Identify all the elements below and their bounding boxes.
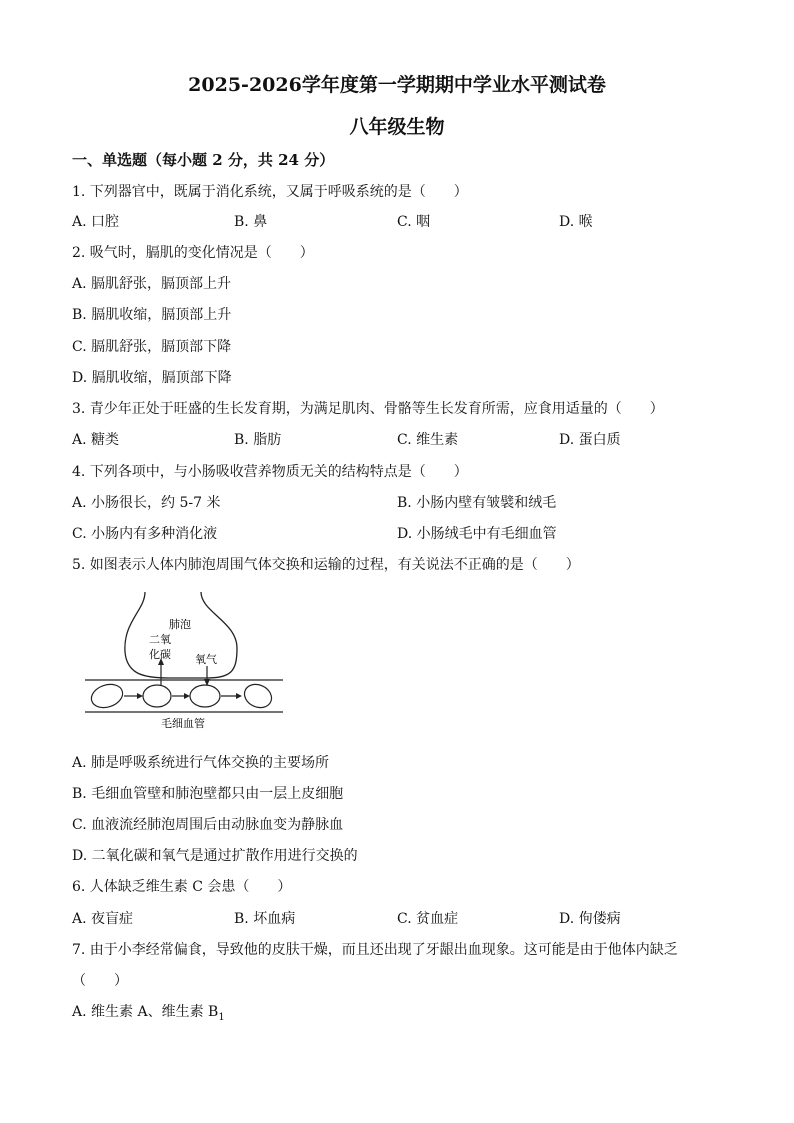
alveolus-gas-exchange-diagram <box>85 590 295 735</box>
q4-option-b: B. 小肠内壁有皱襞和绒毛 <box>397 495 557 511</box>
q3-option-d: D. 蛋白质 <box>559 432 621 448</box>
co2-label-line1: 二氧 <box>149 633 171 646</box>
q5-option-b: B. 毛细血管壁和肺泡壁都只由一层上皮细胞 <box>72 786 344 802</box>
q2-option-a: A. 膈肌舒张，膈顶部上升 <box>72 276 232 292</box>
q7-option-a-text: A. 维生素 A、维生素 B <box>72 1004 219 1020</box>
q3-option-b: B. 脂肪 <box>234 432 282 448</box>
question-5-stem: 5. 如图表示人体内肺泡周围气体交换和运输的过程，有关说法不正确的是（ ） <box>72 557 580 573</box>
capillary-label: 毛细血管 <box>161 717 205 730</box>
q4-option-a: A. 小肠很长，约 5-7 米 <box>72 495 221 511</box>
q6-option-c: C. 贫血症 <box>397 911 459 927</box>
q7-option-a <box>72 1002 225 1028</box>
q4-option-c: C. 小肠内有多种消化液 <box>72 526 218 542</box>
q1-option-a: A. 口腔 <box>72 214 120 230</box>
question-4-stem: 4. 下列各项中，与小肠吸收营养物质无关的结构特点是（ ） <box>72 464 468 480</box>
q6-option-b: B. 坏血病 <box>234 911 296 927</box>
q1-option-d: D. 喉 <box>559 214 593 230</box>
question-6-stem: 6. 人体缺乏维生素 C 会患（ ） <box>72 879 292 895</box>
o2-label: 氧气 <box>195 653 217 666</box>
blood-cell-2 <box>143 685 171 707</box>
q2-option-c: C. 膈肌舒张，膈顶部下降 <box>72 339 232 355</box>
blood-cell-3 <box>190 685 220 707</box>
alveolus-outline <box>125 592 237 678</box>
question-7-stem-continued: （ ） <box>72 973 128 989</box>
question-3-stem: 3. 青少年正处于旺盛的生长发育期，为满足肌肉、骨骼等生长发育所需，应食用适量的（ ） <box>72 401 664 417</box>
q5-option-a: A. 肺是呼吸系统进行气体交换的主要场所 <box>72 755 330 771</box>
alveolus-label: 肺泡 <box>169 618 191 631</box>
q6-option-a: A. 夜盲症 <box>72 911 134 927</box>
question-7-stem: 7. 由于小李经常偏食，导致他的皮肤干燥，而且还出现了牙龈出血现象。这可能是由于他体内缺乏 <box>72 942 678 958</box>
exam-title: 2025-2026学年度第一学期期中学业水平测试卷 <box>188 74 606 96</box>
blood-cell-1 <box>88 681 125 712</box>
q3-option-a: A. 糖类 <box>72 432 120 448</box>
section-heading: 一、单选题（每小题 2 分，共 24 分） <box>72 151 335 169</box>
q1-option-b: B. 鼻 <box>234 214 268 230</box>
q5-option-d: D. 二氧化碳和氧气是通过扩散作用进行交换的 <box>72 848 358 864</box>
co2-label-line2: 化碳 <box>149 648 171 661</box>
q2-option-b: B. 膈肌收缩，膈顶部上升 <box>72 307 232 323</box>
blood-cell-4 <box>241 680 276 712</box>
q5-option-c: C. 血液流经肺泡周围后由动脉血变为静脉血 <box>72 817 344 833</box>
question-1-stem: 1. 下列器官中，既属于消化系统，又属于呼吸系统的是（ ） <box>72 184 468 200</box>
question-2-stem: 2. 吸气时，膈肌的变化情况是（ ） <box>72 245 314 261</box>
q6-option-d: D. 佝偻病 <box>559 911 621 927</box>
q4-option-d: D. 小肠绒毛中有毛细血管 <box>397 526 557 542</box>
q7-option-a-subscript: 1 <box>218 1011 225 1023</box>
q1-option-c: C. 咽 <box>397 214 431 230</box>
exam-subtitle: 八年级生物 <box>349 116 445 138</box>
q2-option-d: D. 膈肌收缩，膈顶部下降 <box>72 370 232 386</box>
q3-option-c: C. 维生素 <box>397 432 459 448</box>
